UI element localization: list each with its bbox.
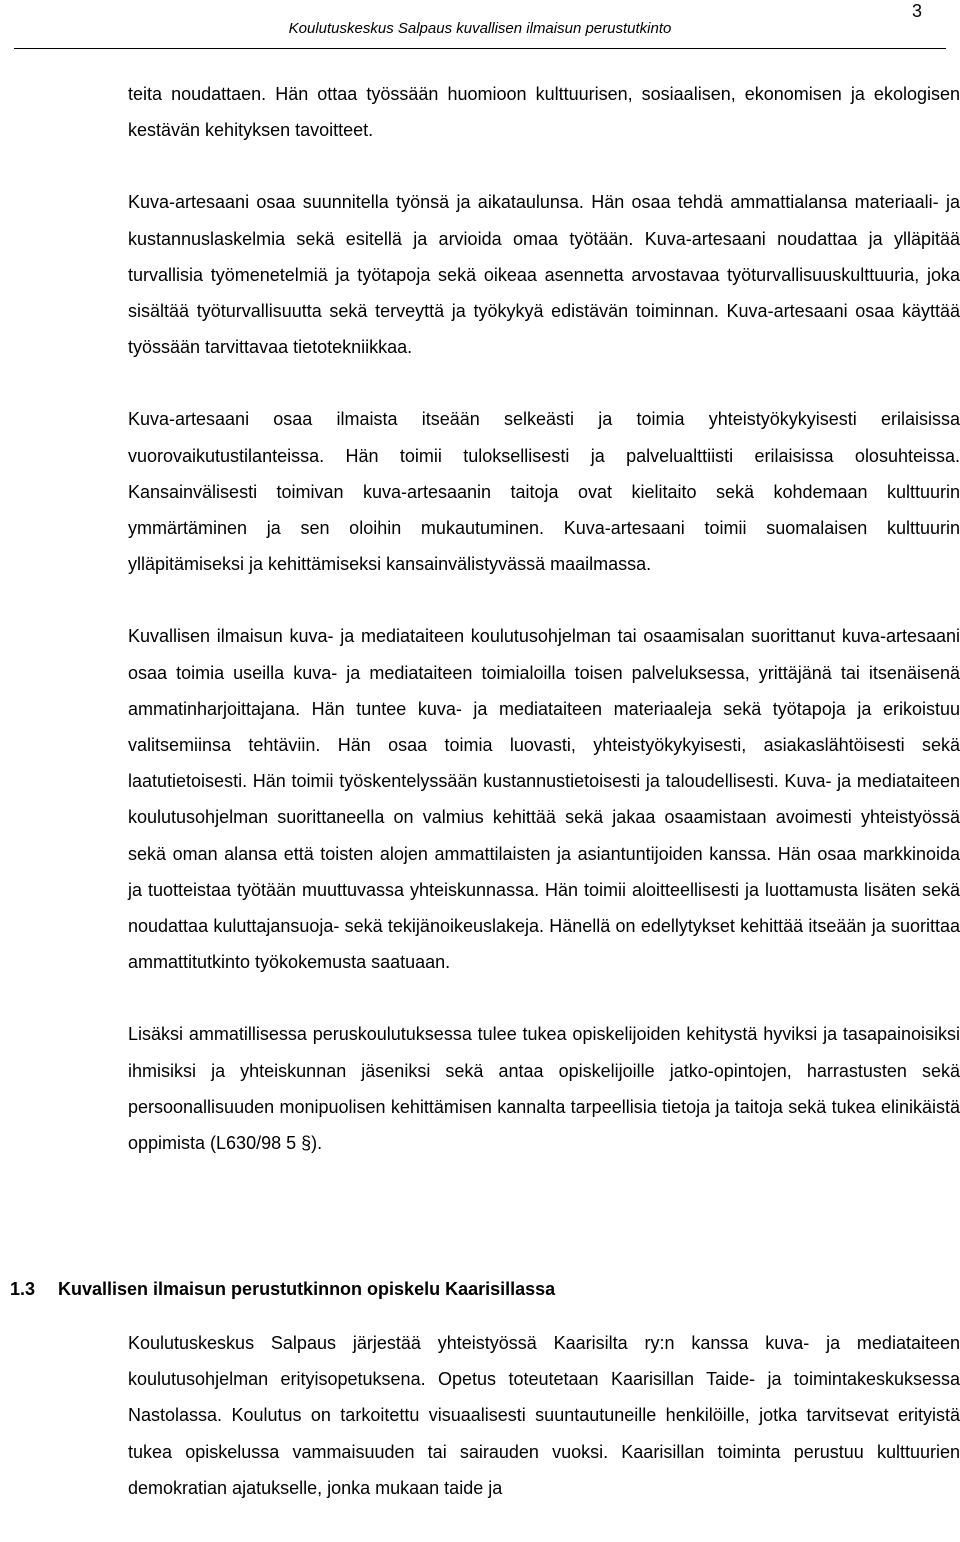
page-number: 3 — [912, 1, 923, 21]
section-number: 1.3 — [10, 1279, 36, 1299]
paragraph: Kuva-artesaani osaa ilmaista itseään selkeästi ja toimia yhteistyökykyisesti erilaisissa vuorovaikutustilanteissa. Hän toimii tuloksellisesti ja palvelualttiisti erilaisissa olosuhteissa. Kansainvälisesti toimivan kuva-artesaanin taitoja ovat kielitaito sekä kohdemaan kulttuurin ymmärtäminen ja sen oloihin mukautuminen. Kuva-artesaani toimii suomalaisen kulttuurin ylläpitämiseksi ja kehittämiseksi kansainvälistyvässä maailmassa. — [128, 409, 960, 575]
section-title: Kuvallisen ilmaisun perustutkinnon opiskelu Kaarisillassa — [58, 1279, 556, 1299]
section-heading — [10, 1274, 555, 1304]
running-header: Koulutuskeskus Salpaus kuvallisen ilmaisun perustutkinto — [288, 20, 672, 37]
paragraph: Lisäksi ammatillisessa peruskoulutuksessa tulee tukea opiskelijoiden kehitystä hyviksi ja tasapainoisiksi ihmisiksi ja yhteiskunnan jäseniksi sekä antaa opiskelijoille jatko-opintojen, harrastusten sekä persoonallisuuden monipuolisen kehittämisen kannalta tarpeellisia tietoja ja taitoja sekä tukea elinikäistä oppimista (L630/98 5 §). — [128, 1024, 960, 1154]
paragraph: Kuvallisen ilmaisun kuva- ja mediataiteen koulutusohjelman tai osaamisalan suorittanut kuva-artesaani osaa toimia useilla kuva- ja mediataiteen toimialoilla toisen palveluksessa, yrittäjänä tai itsenäisenä ammatinharjoittajana. Hän tuntee kuva- ja mediataiteen materiaaleja sekä työtapoja ja erikoistuu valitsemiinsa tehtäviin. Hän osaa toimia luovasti, yhteistyökykyisesti, asiakaslähtöisesti sekä laatutietoisesti. Hän toimii työskentelyssään kustannustietoisesti ja taloudellisesti. Kuva- ja mediataiteen koulutusohjelman suorittaneella on valmius kehittää sekä jakaa osaamistaan avoimesti yhteistyössä sekä oman alansa että toisten alojen ammattilaisten ja asiantuntijoiden kanssa. Hän osaa markkinoida ja tuotteistaa työtään muuttuvassa yhteiskunnassa. Hän toimii aloitteellisesti ja luottamusta lisäten sekä noudattaa kuluttajansuoja- sekä tekijänoikeuslakeja. Hänellä on edellytykset kehittää itseään ja suorittaa ammattitutkinto työkokemusta saatuaan. — [128, 626, 960, 973]
header-divider — [14, 48, 946, 49]
paragraph: Koulutuskeskus Salpaus järjestää yhteistyössä Kaarisilta ry:n kanssa kuva- ja mediataiteen koulutusohjelman erityisopetuksena. Opetus toteutetaan Kaarisillan Taide- ja toimintakeskuksessa Nastolassa. Koulutus on tarkoitettu visuaalisesti suuntautuneille henkilöille, jotka tarvitsevat erityistä tukea opiskelussa vammaisuuden tai sairauden vuoksi. Kaarisillan toiminta perustuu kulttuurien demokratian ajatukselle, jonka mukaan taide ja — [128, 1333, 960, 1498]
section-body-text — [128, 1325, 960, 1542]
paragraph: Kuva-artesaani osaa suunnitella työnsä ja aikataulunsa. Hän osaa tehdä ammattialansa materiaali- ja kustannuslaskelmia sekä esitellä ja arvioida omaa työtään. Kuva-artesaani noudattaa ja ylläpitää turvallisia työmenetelmiä ja työtapoja sekä oikeaa asennetta arvostavaa työturvallisuuskulttuuria, joka sisältää työturvallisuutta sekä terveyttä ja työkykyä edistävän toiminnan. Kuva-artesaani osaa käyttää työssään tarvittavaa tietotekniikkaa. — [128, 192, 960, 358]
body-text — [128, 76, 960, 1197]
paragraph: teita noudattaen. Hän ottaa työssään huomioon kulttuurisen, sosiaalisen, ekonomisen ja ekologisen kestävän kehityksen tavoitteet. — [128, 84, 960, 141]
